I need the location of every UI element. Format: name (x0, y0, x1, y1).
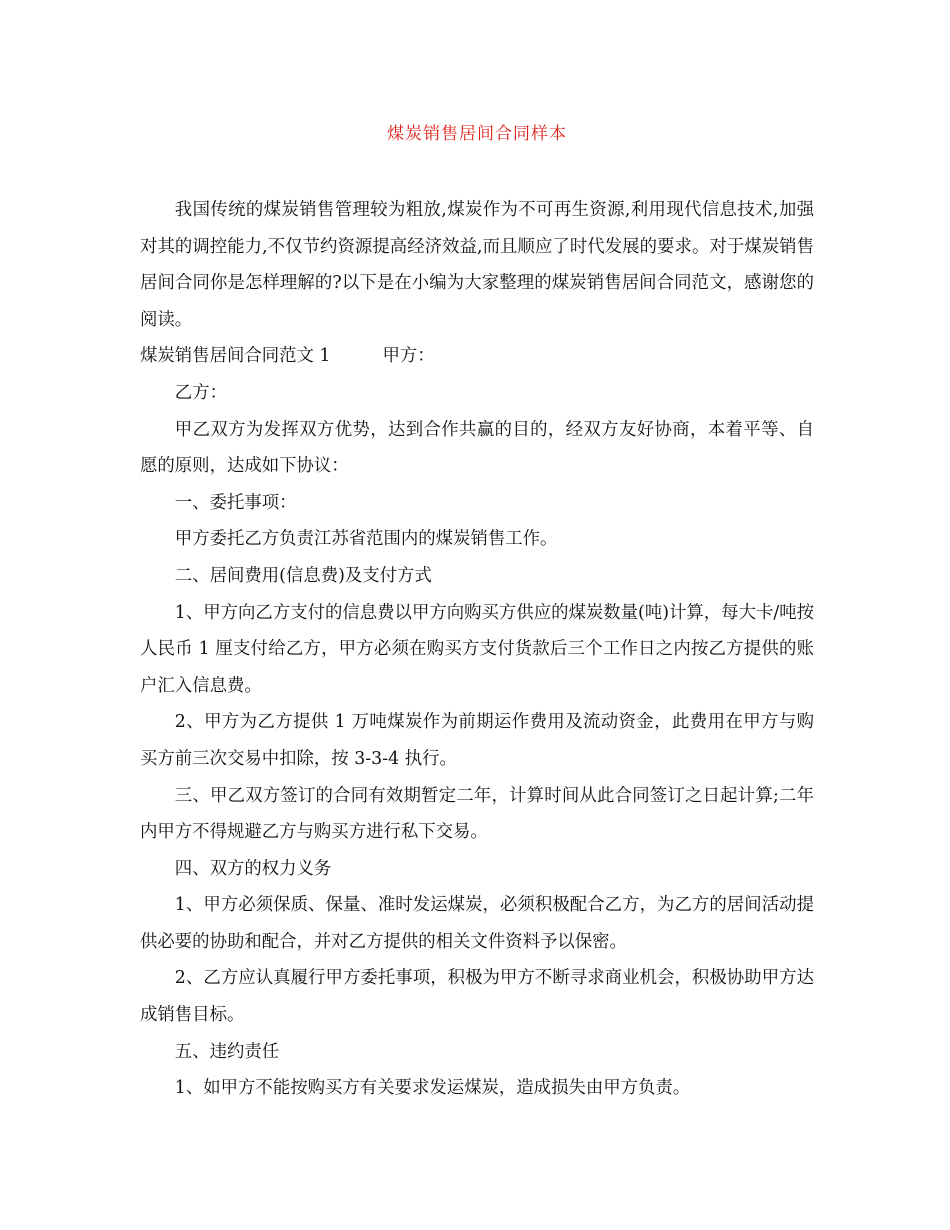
sample-heading: 煤炭销售居间合同范文 1 (140, 346, 331, 367)
obligations-clause-1: 1、甲方必须保质、保量、准时发运煤炭，必须积极配合乙方，为乙方的居间活动提供必要的协助和配合，并对乙方提供的相关文件资料予以保密。 (140, 895, 814, 952)
agreement-preamble: 甲乙双方为发挥双方优势，达到合作共赢的目的，经双方友好协商，本着平等、自愿的原则，达成如下协议： (140, 419, 814, 477)
document-body (140, 192, 814, 1107)
fees-clause-2: 2、甲方为乙方提供 1 万吨煤炭作为前期运作费用及流动资金，此费用在甲方与购买方前三次交易中扣除，按 3-3-4 执行。 (140, 712, 814, 769)
entrusted-matters-text: 甲方委托乙方负责江苏省范围内的煤炭销售工作。 (174, 529, 558, 550)
section-heading-entrusted-matters: 一、委托事项： (174, 492, 297, 513)
sample-heading-line (140, 338, 814, 375)
party-b-label: 乙方： (174, 382, 227, 403)
term-clause: 三、甲乙双方签订的合同有效期暂定二年，计算时间从此合同签订之日起计算;二年内甲方不得规避乙方与购买方进行私下交易。 (140, 785, 814, 843)
section-heading-rights-obligations: 四、双方的权力义务 (174, 858, 332, 879)
section-heading-liability: 五、违约责任 (174, 1041, 280, 1062)
fees-clause-1: 1、甲方向乙方支付的信息费以甲方向购买方供应的煤炭数量(吨)计算，每大卡/吨按人民币 1 厘支付给乙方，甲方必须在购买方支付货款后三个工作日之内按乙方提供的账户汇入信息费。 (140, 602, 814, 696)
party-a-label: 甲方： (382, 346, 435, 367)
section-heading-fees: 二、居间费用(信息费)及支付方式 (174, 565, 432, 586)
liability-clause-1: 1、如甲方不能按购买方有关要求发运煤炭，造成损失由甲方负责。 (174, 1078, 691, 1099)
intro-paragraph: 我国传统的煤炭销售管理较为粗放,煤炭作为不可再生资源,利用现代信息技术,加强对其的调控能力,不仅节约资源提高经济效益,而且顺应了时代发展的要求。对于煤炭销售居间合同你是怎样理解的?以下是在小编为大家整理的煤炭销售居间合同范文，感谢您的阅读。 (140, 200, 814, 330)
document-title: 煤炭销售居间合同样本 (387, 124, 567, 144)
obligations-clause-2: 2、乙方应认真履行甲方委托事项，积极为甲方不断寻求商业机会，积极协助甲方达成销售目标。 (140, 968, 814, 1026)
